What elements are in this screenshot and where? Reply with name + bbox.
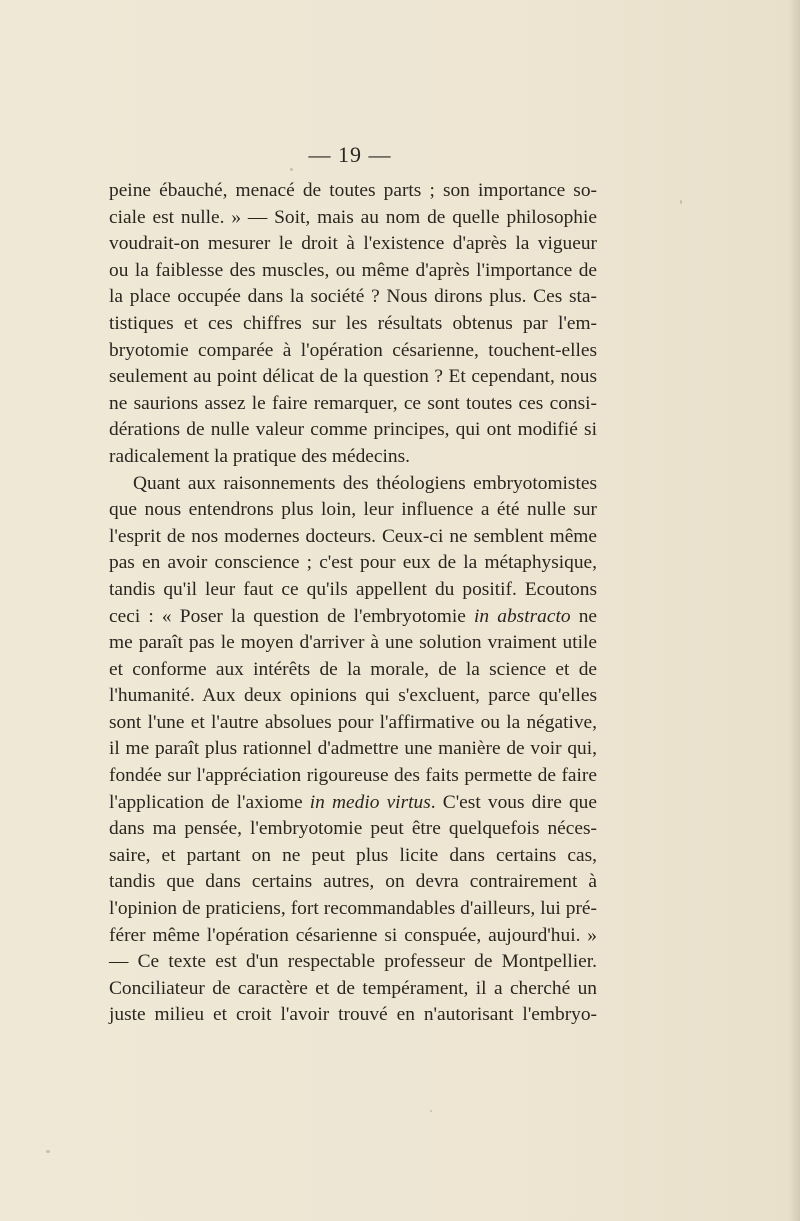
text-line [109,471,597,498]
text-run: et conforme aux intérêts de la morale, de la science et de [109,658,597,680]
text-run: radicalement la pratique des médecins. [109,445,410,467]
page-edge-shadow [788,0,800,1221]
text-run: tandis qu'il leur faut ce qu'ils appellent du positif. Ecoutons [109,578,597,600]
paper-speck [680,200,682,204]
text-line [109,604,597,631]
text-line [109,497,597,524]
paper-speck [430,1110,432,1112]
text-line [109,258,597,285]
italic-phrase: in medio virtus [309,791,431,813]
text-run: pas en avoir conscience ; c'est pour eux de la métaphysique, [109,552,597,574]
text-run: voudrait-on mesurer le droit à l'existence d'après la vigueur [109,233,597,255]
text-line [109,843,597,870]
text-line [109,444,597,471]
text-run: la place occupée dans la société ? Nous dirons plus. Ces sta- [109,286,597,308]
text-run: ceci : « Poser la question de l'embryotomie [109,605,475,627]
italic-phrase: in abstracto [474,605,571,627]
text-run: ou la faiblesse des muscles, ou même d'après l'importance de [109,259,597,281]
text-line [109,683,597,710]
text-line [109,923,597,950]
text-line [109,284,597,311]
text-run: ne saurions assez le faire remarquer, ce sont toutes ces consi- [109,392,597,414]
text-line [109,577,597,604]
text-line [109,205,597,232]
text-run: ciale est nulle. » — Soit, mais au nom de quelle philosophie [109,206,597,228]
text-line [109,657,597,684]
text-line [109,869,597,896]
text-run: tistiques et ces chiffres sur les résultats obtenus par l'em- [109,312,597,334]
text-line [109,311,597,338]
text-line [109,178,597,205]
text-run: Quant aux raisonnements des théologiens embryotomistes [133,472,597,494]
text-run: l'esprit de nos modernes docteurs. Ceux-ci ne semblent même [109,525,597,547]
text-run: . C'est vous dire que [430,791,597,813]
text-run: férer même l'opération césarienne si conspuée, aujourd'hui. » [109,924,597,946]
text-run: que nous entendrons plus loin, leur influence a été nulle sur [109,499,597,521]
text-line [109,710,597,737]
text-line [109,630,597,657]
paper-speck [290,168,293,171]
text-run: dans ma pensée, l'embryotomie peut être quelquefois néces- [109,818,597,840]
text-line [109,524,597,551]
page-number: — 19 — [308,142,392,167]
text-line [109,736,597,763]
text-run: il me paraît plus rationnel d'admettre une manière de voir qui, [109,738,597,760]
text-line [109,417,597,444]
paper-speck [46,1150,50,1153]
text-run: fondée sur l'appréciation rigoureuse des faits permette de faire [109,765,597,787]
text-line [109,816,597,843]
text-run: l'opinion de praticiens, fort recommandables d'ailleurs, lui pré- [109,898,597,920]
text-run: l'application de l'axiome [109,791,310,813]
text-run: peine ébauché, menacé de toutes parts ; son importance so- [109,180,597,201]
text-line [109,550,597,577]
text-run: ne [570,605,598,627]
text-run: seulement au point délicat de la question ? Et cependant, nous [109,366,597,388]
text-line [109,976,597,1003]
text-line [109,364,597,391]
text-run: bryotomie comparée à l'opération césarienne, touchent-elles [109,339,597,361]
text-line [109,896,597,923]
text-line [109,1002,597,1029]
text-line [109,231,597,258]
text-run: sont l'une et l'autre absolues pour l'affirmative ou la négative, [109,711,597,733]
text-run: Conciliateur de caractère et de tempérament, il a cherché un [109,977,597,999]
text-run: saire, et partant on ne peut plus licite dans certains cas, [109,844,597,866]
text-run: me paraît pas le moyen d'arriver à une solution vraiment utile [109,632,597,654]
body-text [109,178,597,1029]
text-run: juste milieu et croit l'avoir trouvé en n'autorisant l'embryo- [109,1004,597,1026]
text-run: tandis que dans certains autres, on devra contrairement à [109,871,597,893]
text-run: l'humanité. Aux deux opinions qui s'excluent, parce qu'elles [109,685,597,707]
text-run: dérations de nulle valeur comme principes, qui ont modifié si [109,419,597,441]
text-line [109,338,597,365]
text-line [109,763,597,790]
text-line [109,391,597,418]
text-run: — Ce texte est d'un respectable professeur de Montpellier. [109,951,597,973]
text-line [109,790,597,817]
text-line [109,949,597,976]
